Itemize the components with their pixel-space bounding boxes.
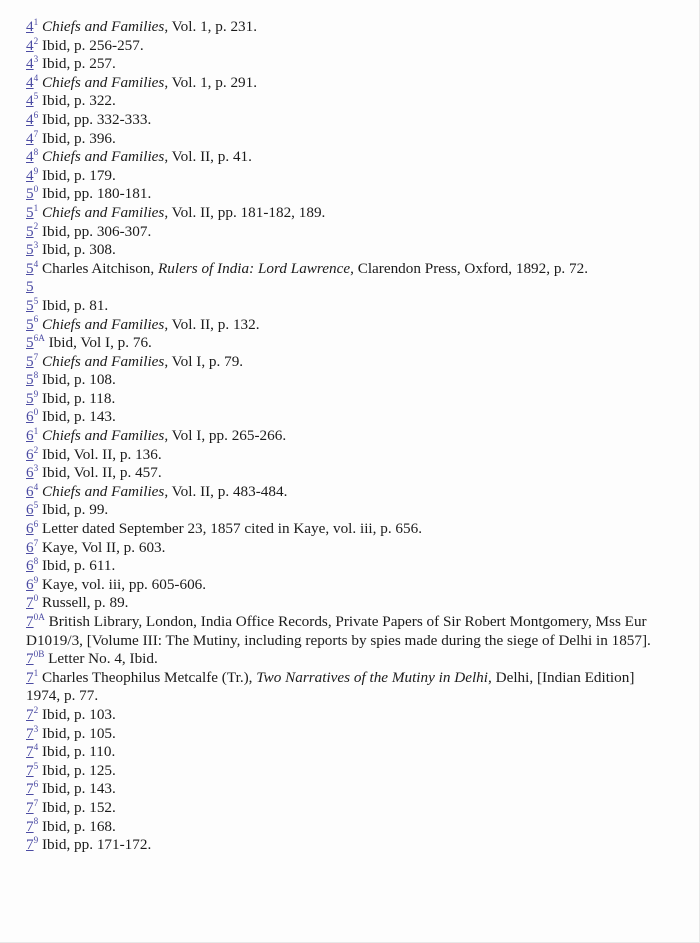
endnote-backlink[interactable]: 68 (26, 556, 39, 575)
endnote-number-base: 5 (26, 352, 34, 370)
endnote-entry (26, 37, 666, 56)
citation-text: Ibid, pp. 306-307. (41, 222, 152, 240)
endnote-entry (26, 260, 666, 279)
endnote-number-base: 7 (26, 613, 34, 630)
endnote-backlink[interactable]: 78 (26, 816, 39, 835)
endnote-backlink[interactable]: 64 (26, 481, 39, 500)
endnote-number-base: 5 (26, 203, 34, 221)
citation-title: Two Narratives of the Mutiny in Delhi (256, 668, 489, 686)
endnote-backlink[interactable]: 48 (26, 147, 39, 166)
endnote-number-base: 5 (26, 259, 34, 277)
endnote-entry (26, 371, 666, 390)
endnote-number-base: 7 (26, 594, 34, 612)
endnote-entry (26, 762, 666, 781)
endnote-backlink[interactable]: 59 (26, 388, 39, 407)
citation-title: Chiefs and Families (41, 427, 165, 445)
endnote-number-base: 7 (26, 668, 34, 686)
endnote-number-base: 7 (26, 780, 34, 798)
endnote-number-base: 7 (26, 798, 34, 816)
endnote-backlink[interactable]: 65 (26, 500, 39, 519)
endnote-backlink[interactable]: 56 (26, 314, 39, 333)
endnote-backlink[interactable]: 70B (26, 649, 45, 668)
citation-title: Chiefs and Families (41, 18, 165, 35)
endnote-entry (26, 650, 666, 669)
endnote-number-base: 5 (26, 241, 34, 259)
endnote-number-base: 4 (26, 73, 34, 91)
endnote-number-base: 4 (26, 55, 34, 73)
endnote-entry (26, 353, 666, 372)
endnote-entry (26, 18, 666, 37)
endnote-backlink[interactable]: 51 (26, 202, 39, 221)
endnote-entry (26, 594, 666, 613)
endnote-number-base: 4 (26, 18, 34, 35)
endnote-number-base: 7 (26, 705, 34, 723)
endnote-entry (26, 576, 666, 595)
endnote-number-base: 4 (26, 166, 34, 184)
endnote-backlink[interactable]: 63 (26, 463, 39, 482)
endnote-entry (26, 799, 666, 818)
citation-text: Ibid, p. 168. (41, 817, 116, 835)
citation-text: Ibid, p. 256-257. (41, 36, 144, 54)
citation-text: Ibid, p. 103. (41, 705, 116, 723)
citation-text: Ibid, p. 396. (41, 129, 116, 147)
endnote-number-base: 6 (26, 464, 34, 482)
endnote-number-base: 5 (26, 222, 34, 240)
endnote-entry (26, 818, 666, 837)
citation-text: Ibid, p. 105. (41, 724, 116, 742)
endnote-backlink[interactable]: 47 (26, 128, 39, 147)
endnote-backlink[interactable]: 77 (26, 797, 39, 816)
citation-text: , Vol I, p. 79. (164, 352, 244, 370)
endnote-number-base: 5 (26, 278, 34, 296)
endnote-backlink[interactable]: 50 (26, 184, 39, 203)
endnote-entry (26, 297, 666, 316)
endnote-entry (26, 130, 666, 149)
citation-text: Ibid, Vol I, p. 76. (48, 334, 152, 352)
citation-text: Ibid, p. 108. (41, 371, 116, 389)
endnote-backlink[interactable]: 66 (26, 518, 39, 538)
endnote-entry (26, 204, 666, 223)
endnote-backlink[interactable]: 42 (26, 35, 39, 54)
citation-text: Ibid, p. 118. (41, 389, 116, 407)
endnote-backlink[interactable]: 76 (26, 779, 39, 798)
citation-title: Chiefs and Families (41, 482, 165, 500)
citation-text: Ibid, p. 110. (41, 743, 116, 761)
endnote-number-base: 5 (26, 389, 34, 407)
endnote-entry (26, 669, 666, 706)
endnote-entry (26, 278, 666, 297)
endnote-number-base: 5 (26, 315, 34, 333)
citation-text: Kaye, Vol II, p. 603. (41, 538, 166, 556)
citation-text: , Vol. 1, p. 231. (164, 18, 258, 35)
endnote-backlink[interactable]: 62 (26, 444, 39, 463)
endnote-number-base: 7 (26, 650, 34, 668)
endnote-number-base: 4 (26, 92, 34, 110)
endnote-number-base: 7 (26, 724, 34, 742)
endnote-backlink[interactable]: 79 (26, 835, 39, 854)
endnote-backlink[interactable]: 57 (26, 351, 39, 370)
endnote-entry (26, 427, 666, 446)
citation-text: , Vol. II, p. 41. (164, 148, 252, 166)
endnote-backlink[interactable]: 49 (26, 165, 39, 184)
endnote-number-base: 6 (26, 575, 34, 593)
endnote-number-base: 5 (26, 296, 34, 314)
endnote-backlink[interactable]: 74 (26, 742, 39, 761)
citation-text: , Vol. II, pp. 181-182, 189. (164, 203, 326, 221)
endnote-backlink[interactable]: 54 (26, 258, 39, 277)
citation-title: Chiefs and Families (41, 73, 165, 91)
endnote-entry (26, 464, 666, 483)
endnote-number-base: 7 (26, 743, 34, 761)
endnote-number-base: 6 (26, 520, 34, 538)
endnote-number-base: 5 (26, 371, 34, 389)
endnote-number-base: 4 (26, 36, 34, 54)
endnote-entry (26, 223, 666, 242)
endnote-entry (26, 520, 666, 539)
citation-text: Ibid, p. 611. (41, 557, 116, 575)
citation-text: Ibid, pp. 180-181. (41, 185, 152, 203)
citation-text: , Vol I, pp. 265-266. (164, 427, 287, 445)
endnote-backlink[interactable]: 60 (26, 407, 39, 426)
endnote-entry (26, 167, 666, 186)
endnote-entry (26, 148, 666, 167)
endnote-backlink[interactable]: 45 (26, 91, 39, 110)
endnote-entry (26, 111, 666, 130)
endnote-number-base: 6 (26, 445, 34, 463)
endnote-backlink[interactable]: 52 (26, 221, 39, 240)
endnote-entry (26, 92, 666, 111)
endnote-backlink[interactable]: 55 (26, 295, 39, 314)
citation-text: Ibid, p. 152. (41, 798, 116, 816)
citation-text: Kaye, vol. iii, pp. 605-606. (41, 575, 207, 593)
citation-text: , Vol. II, p. 483-484. (164, 482, 288, 500)
citation-text: , Vol. 1, p. 291. (164, 73, 258, 91)
citation-text: Ibid, Vol. II, p. 136. (41, 445, 162, 463)
endnote-entry (26, 334, 666, 353)
endnote-number-base: 6 (26, 482, 34, 500)
endnote-number-base: 5 (26, 334, 34, 352)
citation-text: , Delhi, [Indian Edition] 1974, p. 77. (26, 668, 635, 705)
endnote-backlink[interactable]: 56A (26, 333, 45, 352)
endnote-entry (26, 483, 666, 502)
citation-text: Ibid, pp. 171-172. (41, 836, 152, 854)
endnote-number-base: 6 (26, 427, 34, 445)
endnote-entry (26, 408, 666, 427)
endnote-number-base: 6 (26, 408, 34, 426)
endnote-backlink[interactable]: 70A (26, 611, 45, 630)
citation-text: , Vol. II, p. 132. (164, 315, 260, 333)
endnote-backlink[interactable] (26, 278, 34, 295)
endnote-backlink[interactable]: 69 (26, 574, 39, 593)
endnote-backlink[interactable]: 46 (26, 109, 39, 128)
citation-text: Russell, p. 89. (41, 594, 129, 612)
citation-title: Chiefs and Families (41, 203, 165, 221)
endnote-entry (26, 706, 666, 725)
endnote-entry (26, 780, 666, 799)
endnote-backlink[interactable]: 75 (26, 760, 39, 779)
endnote-entry (26, 613, 666, 650)
endnote-entry (26, 743, 666, 762)
citation-title: Chiefs and Families (41, 148, 165, 166)
endnote-entry (26, 725, 666, 744)
citation-text: , Clarendon Press, Oxford, 1892, p. 72. (350, 259, 589, 277)
endnote-number-base: 5 (26, 185, 34, 203)
endnote-backlink[interactable]: 73 (26, 723, 39, 742)
endnote-number-base: 7 (26, 817, 34, 835)
citation-text: Ibid, p. 81. (41, 296, 109, 314)
endnote-number-base: 4 (26, 110, 34, 128)
endnote-entry (26, 74, 666, 93)
citation-title: Rulers of India: Lord Lawrence (158, 259, 351, 277)
endnote-backlink[interactable]: 44 (26, 72, 39, 91)
endnote-entry (26, 557, 666, 576)
endnote-number-base: 6 (26, 538, 34, 556)
citation-text: Ibid, p. 99. (41, 501, 109, 519)
endnote-backlink[interactable]: 61 (26, 426, 39, 445)
endnote-entry (26, 390, 666, 409)
endnote-entry (26, 539, 666, 558)
citation-text: Ibid, pp. 332-333. (41, 110, 152, 128)
endnote-backlink[interactable]: 41 (26, 16, 39, 35)
citation-text: Ibid, p. 143. (41, 780, 116, 798)
endnote-entry (26, 316, 666, 335)
endnote-number-base: 6 (26, 501, 34, 519)
endnote-entry (26, 241, 666, 260)
citation-text: Ibid, p. 308. (41, 241, 116, 259)
citation-text: Ibid, p. 143. (41, 408, 116, 426)
endnote-backlink[interactable]: 70 (26, 593, 39, 612)
citation-text: Ibid, p. 322. (41, 92, 116, 110)
endnote-backlink[interactable]: 72 (26, 704, 39, 723)
citation-text: Ibid, Vol. II, p. 457. (41, 464, 162, 482)
endnote-number-base: 7 (26, 761, 34, 779)
endnote-number-base: 7 (26, 836, 34, 854)
endnote-number-base: 4 (26, 148, 34, 166)
citation-text: British Library, London, India Office Records, Private Papers of Sir Robert Montgomery, Mss Eur D1019/3, [Volume III: The Mutiny, including reports by spies made during the siege of Delhi in 1857]. (26, 613, 651, 649)
citation-text: Charles Aitchison, (41, 259, 158, 277)
citation-text: Letter No. 4, Ibid. (48, 650, 158, 668)
endnote-number-base: 6 (26, 557, 34, 575)
endnote-backlink[interactable]: 53 (26, 240, 39, 259)
citation-title: Chiefs and Families (41, 352, 165, 370)
endnote-entry (26, 501, 666, 520)
citation-text: Ibid, p. 257. (41, 55, 116, 73)
citation-title: Chiefs and Families (41, 315, 165, 333)
citation-text: Ibid, p. 179. (41, 166, 116, 184)
endnote-backlink[interactable]: 67 (26, 537, 39, 556)
endnote-backlink[interactable]: 71 (26, 667, 39, 686)
citation-text: Letter dated September 23, 1857 cited in Kaye, vol. iii, p. 656. (41, 520, 422, 538)
endnote-entry (26, 446, 666, 465)
endnote-number-base: 4 (26, 129, 34, 147)
endnote-entry (26, 55, 666, 74)
citation-text: Ibid, p. 125. (41, 761, 116, 779)
endnote-entry (26, 836, 666, 855)
endnotes-list (26, 18, 666, 855)
endnote-backlink[interactable]: 43 (26, 54, 39, 73)
citation-text: Charles Theophilus Metcalfe (Tr.), (41, 668, 257, 686)
endnote-entry (26, 185, 666, 204)
endnote-backlink[interactable]: 58 (26, 370, 39, 389)
